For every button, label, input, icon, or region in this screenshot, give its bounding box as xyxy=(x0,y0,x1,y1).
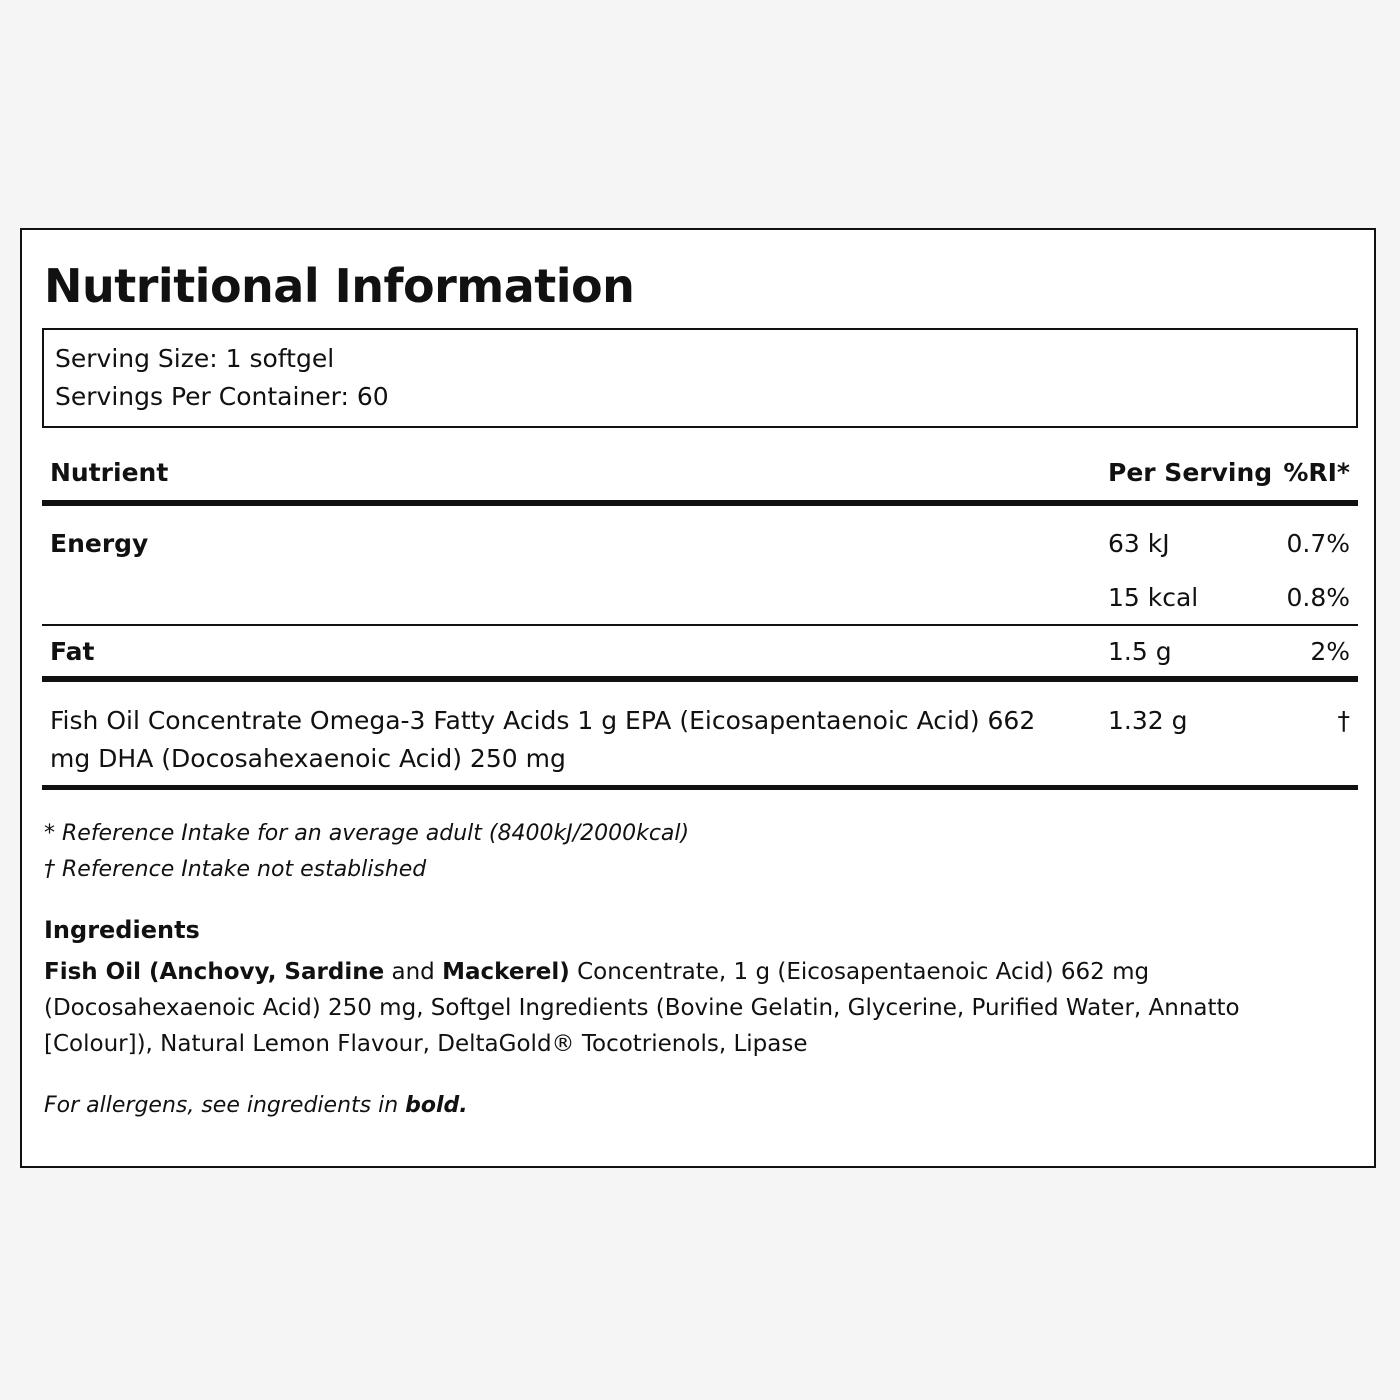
nutrient-name: Fat xyxy=(50,637,95,666)
footnotes xyxy=(44,816,689,888)
header-per-serving: Per Serving xyxy=(1108,458,1273,487)
nutrient-name: Energy xyxy=(50,529,149,558)
nutrition-table xyxy=(42,448,1358,790)
allergen-note-bold: bold. xyxy=(405,1093,468,1118)
label-title: Nutritional Information xyxy=(44,259,635,313)
energy-kcal-value: 15 kcal xyxy=(1108,583,1199,612)
nutrient-name: Fish Oil Concentrate Omega-3 Fatty Acids 1 g EPA (Eicosapentaenoic Acid) 662 mg DHA (Docosahexaenoic Acid) 250 mg xyxy=(50,706,1036,773)
table-row-energy xyxy=(42,506,1358,626)
table-header-row xyxy=(42,448,1358,506)
nutrition-label xyxy=(20,228,1376,1168)
ingredient-text: and xyxy=(384,959,443,985)
energy-kj-ri: 0.7% xyxy=(1286,529,1350,558)
serving-info-box xyxy=(42,328,1358,428)
ingredients-text xyxy=(44,954,1344,1062)
allergen-note xyxy=(44,1088,468,1124)
servings-per-container: Servings Per Container: 60 xyxy=(55,382,389,411)
ingredient-allergen-bold: Mackerel) xyxy=(442,959,570,985)
header-ri: %RI* xyxy=(1283,458,1350,487)
fish-oil-ri: † xyxy=(1337,706,1350,735)
fat-ri: 2% xyxy=(1310,637,1350,666)
fish-oil-value: 1.32 g xyxy=(1108,706,1188,735)
allergen-note-text: For allergens, see ingredients in xyxy=(44,1093,406,1118)
serving-size: Serving Size: 1 softgel xyxy=(55,344,335,373)
fat-value: 1.5 g xyxy=(1108,637,1172,666)
header-nutrient: Nutrient xyxy=(50,458,169,487)
ingredient-text: Concentrate, 1 g (Eicosapentaenoic Acid) 662 mg (Docosahexaenoic Acid) 250 mg, Softgel Ingredients (Bovine Gelatin, Glycerine, Purified Water, Annatto [Colour]), Natural Lemon Flavour, DeltaGold® Tocotrienols, Lipase xyxy=(44,959,1240,1057)
energy-kj-value: 63 kJ xyxy=(1108,529,1170,558)
footnote-reference-intake: * Reference Intake for an average adult (8400kJ/2000kcal) xyxy=(44,821,690,846)
ingredients-heading: Ingredients xyxy=(44,916,200,944)
energy-kcal-ri: 0.8% xyxy=(1286,583,1350,612)
footnote-not-established: † Reference Intake not established xyxy=(44,857,427,882)
ingredient-allergen-bold: Fish Oil (Anchovy, Sardine xyxy=(44,959,385,985)
table-row-fish-oil xyxy=(42,682,1358,790)
table-row-fat xyxy=(42,626,1358,682)
